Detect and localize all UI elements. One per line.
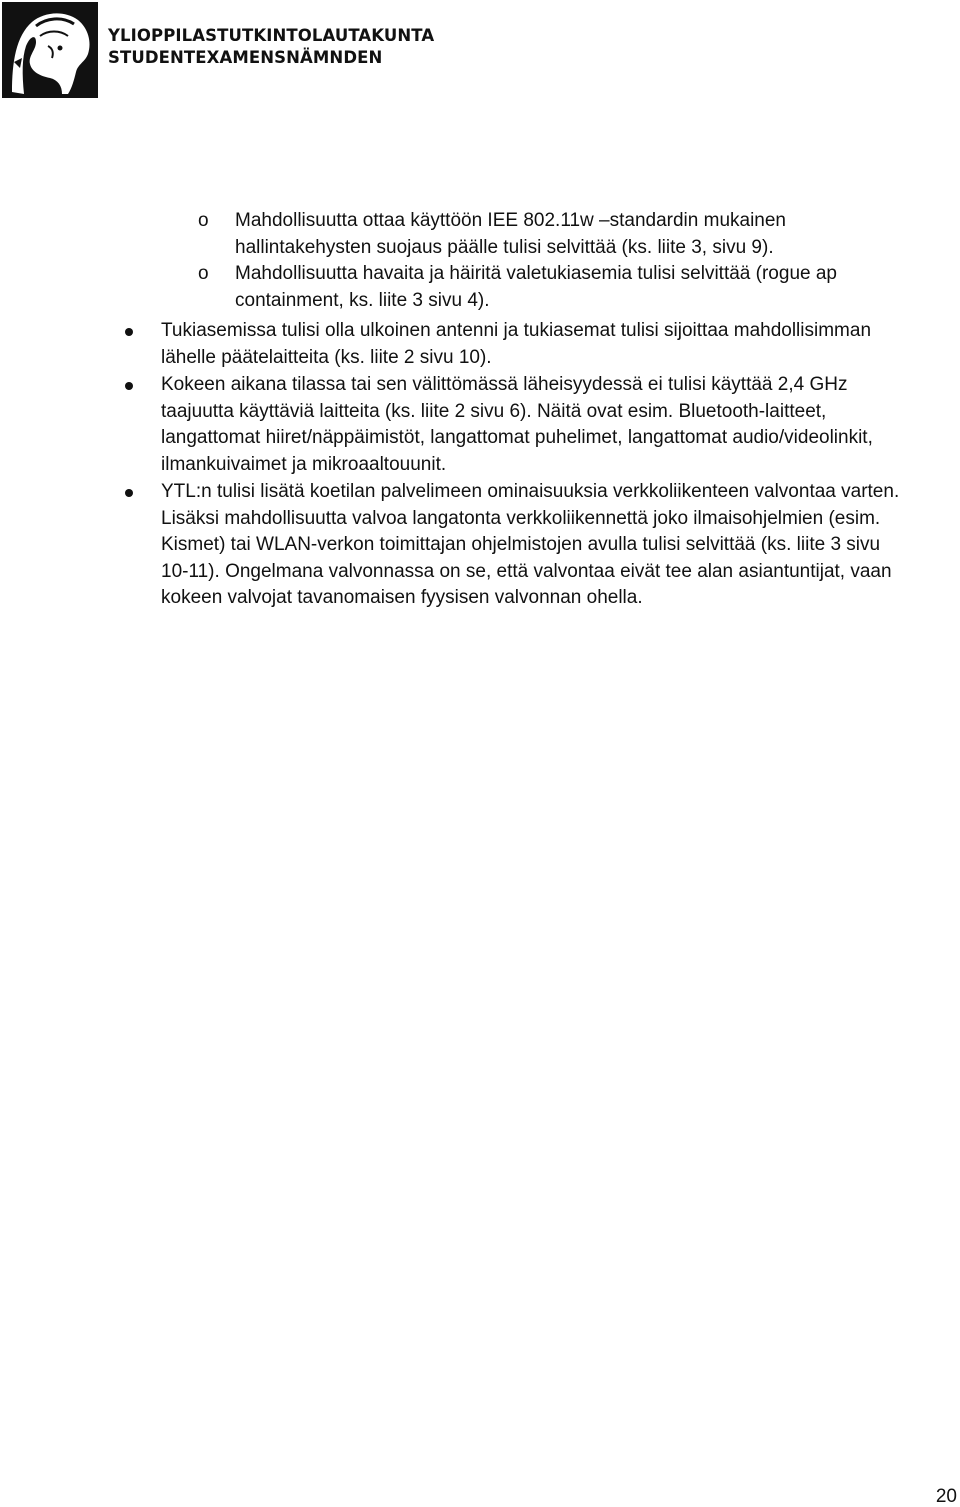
list-item-text [235, 261, 935, 314]
text-line: YTL:n tulisi lisätä koetilan palvelimeen ominaisuuksia verkkoliikenteen valvontaa varten. [161, 481, 900, 502]
text-line: Mahdollisuutta havaita ja häiritä valetukiasemia tulisi selvittää (rogue ap [235, 263, 837, 284]
text-line: hallintakehysten suojaus päälle tulisi selvittää (ks. liite 3, sivu 9). [235, 236, 774, 258]
sub-bullet-marker: o [198, 210, 209, 231]
organization-name [108, 25, 434, 69]
text-line: taajuutta käyttäviä laitteita (ks. liite 2 sivu 6). Näitä ovat esim. Bluetooth-laitteet, [161, 400, 827, 422]
list-item-text [161, 372, 956, 478]
page-header [0, 0, 960, 110]
text-line: lähelle päätelaitteita (ks. liite 2 sivu 10). [161, 346, 492, 368]
page-number: 20 [935, 1486, 957, 1507]
bullet-marker [125, 489, 133, 497]
sub-bullet-marker: o [198, 263, 209, 284]
athena-head-logo-icon [2, 2, 98, 98]
list-item-text [161, 479, 956, 612]
text-line: Mahdollisuutta ottaa käyttöön IEE 802.11w –standardin mukainen [235, 210, 786, 231]
text-line: ilmankuivaimet ja mikroaaltouunit. [161, 453, 447, 475]
organization-name-finnish: YLIOPPILASTUTKINTOLAUTAKUNTA [108, 26, 435, 45]
text-line: Tukiasemissa tulisi olla ulkoinen antenni ja tukiasemat tulisi sijoittaa mahdollisimman [161, 320, 872, 341]
list-item-text [235, 208, 935, 261]
text-line: Kismet) tai WLAN-verkon toimittajan ohjelmistojen avulla tulisi selvittää (ks. liite 3 sivu [161, 534, 881, 555]
text-line: langattomat hiiret/näppäimistöt, langattomat puhelimet, langattomat audio/videolinkit, [161, 427, 873, 448]
list-item-text [161, 318, 956, 371]
text-line: Kokeen aikana tilassa tai sen välittömässä läheisyydessä ei tulisi käyttää 2,4 GHz [161, 374, 848, 395]
text-line: 10-11). Ongelmana valvonnassa on se, että valvontaa eivät tee alan asiantuntijat, vaan [161, 560, 892, 582]
bullet-marker [125, 328, 133, 336]
bullet-marker [125, 382, 133, 390]
text-line: kokeen valvojat tavanomaisen fyysisen valvonnan ohella. [161, 587, 643, 608]
text-line: containment, ks. liite 3 sivu 4). [235, 289, 490, 311]
text-line: Lisäksi mahdollisuutta valvoa langatonta verkkoliikennettä joko ilmaisohjelmien (esim. [161, 507, 881, 529]
organization-name-swedish: STUDENTEXAMENSNÄMNDEN [108, 48, 383, 67]
